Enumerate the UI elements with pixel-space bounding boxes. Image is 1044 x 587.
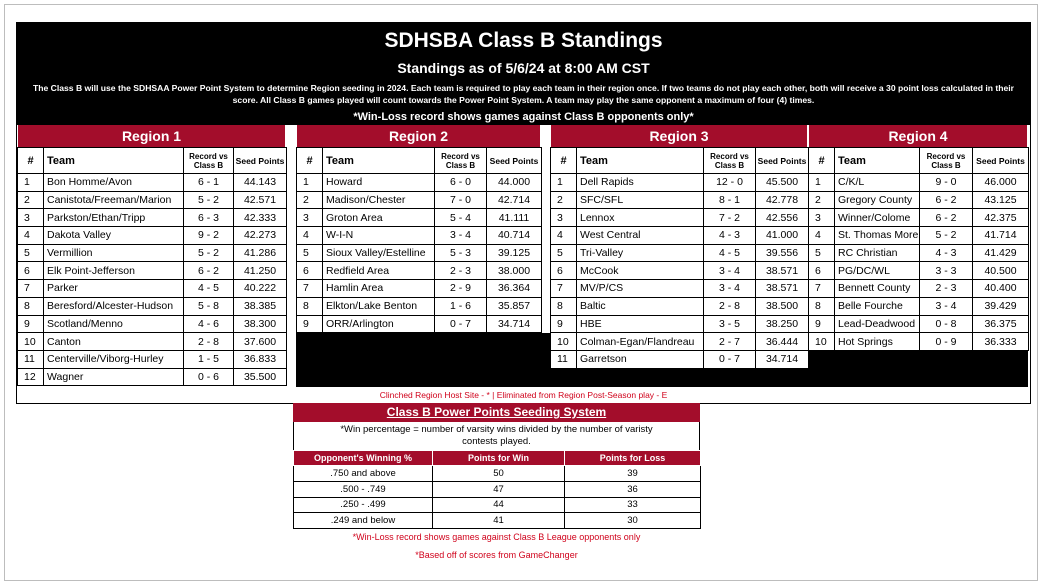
team-name-cell: Winner/Colome <box>835 209 920 227</box>
team-name-cell: Groton Area <box>323 209 435 227</box>
description-text: The Class B will use the SDHSAA Power Point System to determine Region seeding in 2024. Each team is required to play each team in their region once. If two teams do not play each other, both will receive a 30 point loss calculated in their score. All Class B games played will count towards the Power Point System. A team may play the same opponent a maximum of four (4) times. <box>32 83 1015 105</box>
seed-points-cell: 40.400 <box>973 280 1029 298</box>
table-row <box>551 297 809 315</box>
team-name-cell: McCook <box>577 262 704 280</box>
seed-points-cell: 36.364 <box>487 280 542 298</box>
rank-cell: 1 <box>18 174 44 192</box>
seed-points-cell: 46.000 <box>973 174 1029 192</box>
team-name-cell: Canistota/Freeman/Marion <box>44 191 184 209</box>
record-cell: 0 - 7 <box>435 315 487 333</box>
rank-cell: 4 <box>551 227 577 245</box>
points-win-cell: 44 <box>433 497 565 513</box>
record-cell: 2 - 7 <box>704 333 756 351</box>
rank-cell: 2 <box>551 191 577 209</box>
table-row <box>809 191 1029 209</box>
record-header-line2: Class B <box>445 160 476 170</box>
team-name-cell: SFC/SFL <box>577 191 704 209</box>
table-row <box>551 262 809 280</box>
seed-points-cell: 44.143 <box>234 174 287 192</box>
record-cell: 9 - 2 <box>184 227 234 245</box>
table-row <box>809 333 1029 351</box>
seed-points-cell: 36.833 <box>234 350 287 368</box>
seed-points-cell: 42.714 <box>487 191 542 209</box>
region-header: Region 2 <box>296 125 541 147</box>
record-cell: 5 - 2 <box>920 227 973 245</box>
team-name-cell: Elk Point-Jefferson <box>44 262 184 280</box>
team-name-cell: Wagner <box>44 368 184 386</box>
seed-points-cell: 41.111 <box>487 209 542 227</box>
power-points-title: Class B Power Points Seeding System <box>293 403 700 422</box>
table-row <box>809 244 1029 262</box>
table-row <box>297 297 542 315</box>
region-1-panel <box>17 125 286 386</box>
page-title: SDHSBA Class B Standings <box>17 23 1030 57</box>
record-cell: 6 - 2 <box>184 262 234 280</box>
col-header-seed-points: Seed Points <box>487 148 542 174</box>
points-win-cell: 50 <box>433 466 565 482</box>
region-header: Region 1 <box>17 125 286 147</box>
record-cell: 9 - 0 <box>920 174 973 192</box>
table-row <box>297 209 542 227</box>
header-opponent-winning-pct: Opponent's Winning % <box>294 451 433 466</box>
standings-header-row <box>551 148 809 174</box>
table-row <box>809 209 1029 227</box>
table-row <box>294 466 701 482</box>
table-row <box>297 262 542 280</box>
team-name-cell: Tri-Valley <box>577 244 704 262</box>
col-header-rank: # <box>18 148 44 174</box>
team-name-cell: Lennox <box>577 209 704 227</box>
record-cell: 3 - 4 <box>704 280 756 298</box>
rank-cell: 5 <box>809 244 835 262</box>
table-row <box>809 262 1029 280</box>
team-name-cell: Lead-Deadwood <box>835 315 920 333</box>
record-cell: 2 - 3 <box>920 280 973 298</box>
winning-pct-cell: .750 and above <box>294 466 433 482</box>
team-name-cell: Hamlin Area <box>323 280 435 298</box>
team-name-cell: Sioux Valley/Estelline <box>323 244 435 262</box>
rank-cell: 3 <box>809 209 835 227</box>
seed-points-cell: 40.222 <box>234 280 287 298</box>
record-cell: 3 - 5 <box>704 315 756 333</box>
standings-table <box>296 147 542 333</box>
table-row <box>551 174 809 192</box>
col-header-team: Team <box>323 148 435 174</box>
record-cell: 5 - 8 <box>184 297 234 315</box>
seed-points-cell: 36.444 <box>756 333 809 351</box>
rank-cell: 3 <box>18 209 44 227</box>
rank-cell: 10 <box>809 333 835 351</box>
team-name-cell: Madison/Chester <box>323 191 435 209</box>
table-row <box>297 315 542 333</box>
seed-points-cell: 35.500 <box>234 368 287 386</box>
record-header-line2: Class B <box>714 160 745 170</box>
table-row <box>551 333 809 351</box>
region-4-panel <box>808 125 1028 351</box>
seed-points-cell: 39.556 <box>756 244 809 262</box>
as-of-banner: Standings as of 5/6/24 at 8:00 AM CST <box>17 57 1030 79</box>
rank-cell: 10 <box>18 333 44 351</box>
rank-cell: 8 <box>18 297 44 315</box>
standings-table <box>808 147 1029 351</box>
col-header-rank: # <box>809 148 835 174</box>
team-name-cell: Colman-Egan/Flandreau <box>577 333 704 351</box>
record-cell: 3 - 4 <box>920 297 973 315</box>
table-row <box>294 513 701 529</box>
table-row <box>297 191 542 209</box>
table-row <box>18 368 287 386</box>
seed-points-cell: 38.385 <box>234 297 287 315</box>
team-name-cell: MV/P/CS <box>577 280 704 298</box>
rank-cell: 6 <box>18 262 44 280</box>
seed-points-cell: 42.571 <box>234 191 287 209</box>
rank-cell: 9 <box>18 315 44 333</box>
seed-points-cell: 38.500 <box>756 297 809 315</box>
col-header-record <box>920 148 973 174</box>
record-cell: 2 - 8 <box>704 297 756 315</box>
table-row <box>551 244 809 262</box>
rank-cell: 10 <box>551 333 577 351</box>
region-2-panel <box>296 125 541 333</box>
power-points-table <box>293 450 701 529</box>
record-cell: 5 - 2 <box>184 244 234 262</box>
table-row <box>551 209 809 227</box>
rank-cell: 3 <box>297 209 323 227</box>
footnote-gamechanger: *Based off of scores from GameChanger <box>415 550 578 561</box>
record-cell: 3 - 4 <box>435 227 487 245</box>
seed-points-cell: 41.714 <box>973 227 1029 245</box>
record-cell: 12 - 0 <box>704 174 756 192</box>
rank-cell: 1 <box>809 174 835 192</box>
seed-points-cell: 41.429 <box>973 244 1029 262</box>
record-cell: 4 - 6 <box>184 315 234 333</box>
col-header-record <box>435 148 487 174</box>
record-cell: 0 - 8 <box>920 315 973 333</box>
table-row <box>551 315 809 333</box>
record-header-line1: Record vs <box>926 151 966 161</box>
record-cell: 8 - 1 <box>704 191 756 209</box>
region-header: Region 4 <box>808 125 1028 147</box>
seed-points-cell: 38.571 <box>756 262 809 280</box>
col-header-seed-points: Seed Points <box>973 148 1029 174</box>
record-cell: 4 - 3 <box>704 227 756 245</box>
rank-cell: 9 <box>809 315 835 333</box>
seed-points-cell: 42.778 <box>756 191 809 209</box>
table-row <box>18 244 287 262</box>
points-loss-cell: 36 <box>565 481 701 497</box>
record-cell: 0 - 7 <box>704 350 756 368</box>
team-name-cell: W-I-N <box>323 227 435 245</box>
winning-pct-cell: .249 and below <box>294 513 433 529</box>
record-cell: 3 - 4 <box>704 262 756 280</box>
standings-table <box>17 147 287 386</box>
record-cell: 5 - 4 <box>435 209 487 227</box>
rank-cell: 9 <box>297 315 323 333</box>
seed-points-cell: 42.273 <box>234 227 287 245</box>
seed-points-cell: 41.000 <box>756 227 809 245</box>
team-name-cell: Parker <box>44 280 184 298</box>
rank-cell: 2 <box>297 191 323 209</box>
standings-header-row <box>297 148 542 174</box>
team-name-cell: PG/DC/WL <box>835 262 920 280</box>
table-row <box>18 333 287 351</box>
standings-header-row <box>809 148 1029 174</box>
col-header-record <box>184 148 234 174</box>
standings-header-row <box>18 148 287 174</box>
points-loss-cell: 39 <box>565 466 701 482</box>
team-name-cell: C/K/L <box>835 174 920 192</box>
record-cell: 4 - 5 <box>704 244 756 262</box>
rank-cell: 6 <box>551 262 577 280</box>
record-cell: 1 - 5 <box>184 350 234 368</box>
team-name-cell: Dell Rapids <box>577 174 704 192</box>
seed-points-cell: 34.714 <box>756 350 809 368</box>
table-row <box>18 209 287 227</box>
team-name-cell: Gregory County <box>835 191 920 209</box>
record-cell: 6 - 3 <box>184 209 234 227</box>
seed-points-cell: 34.714 <box>487 315 542 333</box>
rank-cell: 2 <box>18 191 44 209</box>
col-header-rank: # <box>551 148 577 174</box>
table-row <box>551 280 809 298</box>
rank-cell: 7 <box>551 280 577 298</box>
table-row <box>18 350 287 368</box>
record-cell: 7 - 0 <box>435 191 487 209</box>
team-name-cell: Bennett County <box>835 280 920 298</box>
seed-points-cell: 35.857 <box>487 297 542 315</box>
power-points-header-row <box>294 451 701 466</box>
team-name-cell: Centerville/Viborg-Hurley <box>44 350 184 368</box>
record-cell: 6 - 1 <box>184 174 234 192</box>
col-header-record <box>704 148 756 174</box>
header-points-for-win: Points for Win <box>433 451 565 466</box>
team-name-cell: Redfield Area <box>323 262 435 280</box>
table-row <box>809 174 1029 192</box>
team-name-cell: HBE <box>577 315 704 333</box>
record-cell: 5 - 3 <box>435 244 487 262</box>
rank-cell: 8 <box>297 297 323 315</box>
table-row <box>297 174 542 192</box>
standings-sheet <box>16 22 1031 404</box>
team-name-cell: Belle Fourche <box>835 297 920 315</box>
seed-points-cell: 38.571 <box>756 280 809 298</box>
seed-points-cell: 40.714 <box>487 227 542 245</box>
table-row <box>18 227 287 245</box>
rank-cell: 5 <box>18 244 44 262</box>
region-header: Region 3 <box>550 125 808 147</box>
team-name-cell: Hot Springs <box>835 333 920 351</box>
record-cell: 2 - 3 <box>435 262 487 280</box>
rank-cell: 9 <box>551 315 577 333</box>
rank-cell: 4 <box>809 227 835 245</box>
record-cell: 5 - 2 <box>184 191 234 209</box>
col-header-team: Team <box>44 148 184 174</box>
team-name-cell: ORR/Arlington <box>323 315 435 333</box>
col-header-seed-points: Seed Points <box>234 148 287 174</box>
seed-points-cell: 41.286 <box>234 244 287 262</box>
table-row <box>551 191 809 209</box>
table-row <box>18 280 287 298</box>
table-row <box>18 297 287 315</box>
seed-points-cell: 37.600 <box>234 333 287 351</box>
col-header-seed-points: Seed Points <box>756 148 809 174</box>
seed-points-cell: 36.375 <box>973 315 1029 333</box>
team-name-cell: Bon Homme/Avon <box>44 174 184 192</box>
table-row <box>294 481 701 497</box>
rank-cell: 11 <box>18 350 44 368</box>
record-cell: 0 - 6 <box>184 368 234 386</box>
seed-points-cell: 36.333 <box>973 333 1029 351</box>
rank-cell: 1 <box>297 174 323 192</box>
seed-points-cell: 42.333 <box>234 209 287 227</box>
seed-points-cell: 42.375 <box>973 209 1029 227</box>
table-row <box>18 174 287 192</box>
record-cell: 7 - 2 <box>704 209 756 227</box>
seed-points-cell: 39.125 <box>487 244 542 262</box>
col-header-team: Team <box>835 148 920 174</box>
record-cell: 0 - 9 <box>920 333 973 351</box>
rank-cell: 1 <box>551 174 577 192</box>
table-row <box>809 227 1029 245</box>
record-cell: 4 - 5 <box>184 280 234 298</box>
seed-points-cell: 38.000 <box>487 262 542 280</box>
rank-cell: 6 <box>297 262 323 280</box>
empty-region-fill <box>808 351 1028 387</box>
team-name-cell: Scotland/Menno <box>44 315 184 333</box>
table-row <box>809 315 1029 333</box>
standings-table <box>550 147 809 369</box>
team-name-cell: Beresford/Alcester-Hudson <box>44 297 184 315</box>
points-loss-cell: 33 <box>565 497 701 513</box>
rank-cell: 5 <box>297 244 323 262</box>
rank-cell: 4 <box>18 227 44 245</box>
rank-cell: 5 <box>551 244 577 262</box>
col-header-team: Team <box>577 148 704 174</box>
footnote-win-loss: *Win-Loss record shows games against Class B League opponents only <box>352 532 641 543</box>
team-name-cell: Dakota Valley <box>44 227 184 245</box>
seed-points-cell: 45.500 <box>756 174 809 192</box>
record-header-line1: Record vs <box>441 151 480 161</box>
description-banner <box>17 79 1030 125</box>
table-row <box>809 280 1029 298</box>
seed-points-cell: 40.500 <box>973 262 1029 280</box>
table-row <box>551 350 809 368</box>
record-cell: 4 - 3 <box>920 244 973 262</box>
table-row <box>551 227 809 245</box>
team-name-cell: St. Thomas More <box>835 227 920 245</box>
rank-cell: 11 <box>551 350 577 368</box>
rank-cell: 4 <box>297 227 323 245</box>
record-cell: 2 - 8 <box>184 333 234 351</box>
team-name-cell: Vermillion <box>44 244 184 262</box>
seed-points-cell: 38.300 <box>234 315 287 333</box>
table-row <box>18 191 287 209</box>
team-name-cell: Parkston/Ethan/Tripp <box>44 209 184 227</box>
seed-points-cell: 44.000 <box>487 174 542 192</box>
winning-pct-cell: .500 - .749 <box>294 481 433 497</box>
seed-points-cell: 43.125 <box>973 191 1029 209</box>
table-row <box>297 280 542 298</box>
points-win-cell: 47 <box>433 481 565 497</box>
win-loss-note: *Win-Loss record shows games against Class B opponents only* <box>353 111 694 123</box>
legend-text: Clinched Region Host Site - * | Eliminated from Region Post-Season play - E <box>379 390 668 400</box>
seed-points-cell: 38.250 <box>756 315 809 333</box>
rank-cell: 2 <box>809 191 835 209</box>
record-cell: 6 - 2 <box>920 191 973 209</box>
empty-region-fill <box>550 369 808 387</box>
table-row <box>297 244 542 262</box>
seed-points-cell: 39.429 <box>973 297 1029 315</box>
record-header-line1: Record vs <box>189 151 228 161</box>
power-points-section <box>293 403 700 564</box>
rank-cell: 3 <box>551 209 577 227</box>
rank-cell: 7 <box>809 280 835 298</box>
region-3-panel <box>550 125 808 369</box>
record-cell: 2 - 9 <box>435 280 487 298</box>
winning-pct-cell: .250 - .499 <box>294 497 433 513</box>
table-row <box>18 262 287 280</box>
record-header-line2: Class B <box>193 160 224 170</box>
col-header-rank: # <box>297 148 323 174</box>
seed-points-cell: 41.250 <box>234 262 287 280</box>
seed-points-cell: 42.556 <box>756 209 809 227</box>
team-name-cell: Elkton/Lake Benton <box>323 297 435 315</box>
table-row <box>294 497 701 513</box>
rank-cell: 6 <box>809 262 835 280</box>
team-name-cell: Garretson <box>577 350 704 368</box>
regions-container <box>17 125 1030 387</box>
team-name-cell: Howard <box>323 174 435 192</box>
team-name-cell: Baltic <box>577 297 704 315</box>
team-name-cell: West Central <box>577 227 704 245</box>
record-cell: 6 - 0 <box>435 174 487 192</box>
table-row <box>297 227 542 245</box>
team-name-cell: Canton <box>44 333 184 351</box>
table-row <box>809 297 1029 315</box>
record-cell: 1 - 6 <box>435 297 487 315</box>
record-cell: 6 - 2 <box>920 209 973 227</box>
points-loss-cell: 30 <box>565 513 701 529</box>
rank-cell: 12 <box>18 368 44 386</box>
points-win-cell: 41 <box>433 513 565 529</box>
record-header-line1: Record vs <box>710 151 749 161</box>
header-points-for-loss: Points for Loss <box>565 451 701 466</box>
empty-region-fill <box>296 333 550 387</box>
rank-cell: 8 <box>809 297 835 315</box>
power-points-description: *Win percentage = number of varsity wins divided by the number of varisty contests played. <box>293 422 700 450</box>
table-row <box>18 315 287 333</box>
team-name-cell: RC Christian <box>835 244 920 262</box>
rank-cell: 7 <box>297 280 323 298</box>
rank-cell: 7 <box>18 280 44 298</box>
record-cell: 3 - 3 <box>920 262 973 280</box>
record-header-line2: Class B <box>931 160 961 170</box>
rank-cell: 8 <box>551 297 577 315</box>
